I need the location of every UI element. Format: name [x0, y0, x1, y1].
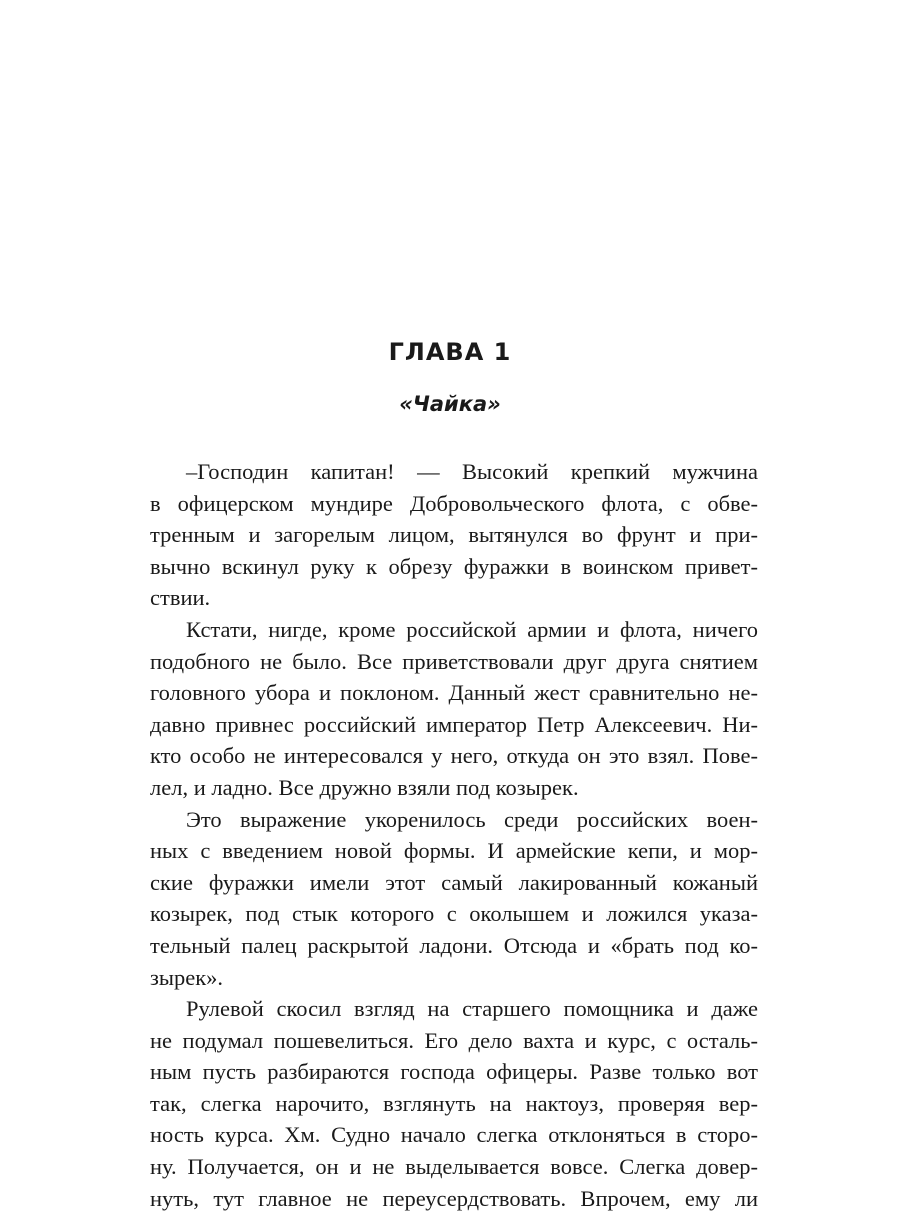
text-line: зырек».: [150, 964, 224, 990]
text-line: головного убора и поклоном. Данный жест сравнительно не-: [150, 680, 758, 706]
paragraph: [150, 993, 758, 1214]
text-line: ские фуражки имели этот самый лакированный кожаный: [150, 869, 758, 895]
text-line: ствии.: [150, 585, 211, 611]
text-line: лел, и ладно. Все дружно взяли под козырек.: [150, 774, 579, 800]
text-line: давно привнес российский император Петр Алексеевич. Ни-: [150, 711, 758, 737]
chapter-title: ГЛАВА 1: [388, 338, 512, 366]
chapter-subtitle: «Чайка»: [399, 392, 501, 416]
text-line: так, слегка нарочито, взглянуть на нактоуз, проверяя вер-: [150, 1090, 758, 1116]
text-line: Это выражение укоренилось среди российских воен-: [186, 806, 758, 832]
text-line: ность курса. Хм. Судно начало слегка отклоняться в сторо-: [150, 1122, 758, 1148]
text-line: козырек, под стык которого с околышем и ложился указа-: [150, 901, 758, 927]
chapter-body: [150, 456, 758, 1214]
text-line: вычно вскинул руку к обрезу фуражки в воинском привет-: [150, 553, 758, 579]
text-line: подобного не было. Все приветствовали друг друга снятием: [150, 648, 758, 674]
text-line: нуть, тут главное не переусердствовать. Впрочем, ему ли: [150, 1185, 758, 1211]
text-line: кто особо не интересовался у него, откуда он это взял. Пове-: [150, 743, 758, 769]
text-line: не подумал пошевелиться. Его дело вахта и курс, с осталь-: [150, 1027, 758, 1053]
text-line: Рулевой скосил взгляд на старшего помощника и даже: [186, 996, 758, 1022]
paragraph: [150, 804, 758, 994]
text-line: тельный палец раскрытой ладони. Отсюда и «брать под ко-: [150, 932, 758, 958]
paragraph: [150, 456, 758, 614]
text-line: ных с введением новой формы. И армейские кепи, и мор-: [150, 838, 758, 864]
text-line: ну. Получается, он и не выделывается вовсе. Слегка довер-: [150, 1154, 758, 1180]
text-line: тренным и загорелым лицом, вытянулся во фрунт и при-: [150, 522, 758, 548]
text-line: ным пусть разбираются господа офицеры. Разве только вот: [150, 1059, 758, 1085]
text-line: –Господин капитан! — Высокий крепкий мужчина: [186, 459, 758, 484]
paragraph: [150, 614, 758, 804]
text-line: Кстати, нигде, кроме российской армии и флота, ничего: [186, 616, 758, 642]
text-line: в офицерском мундире Добровольческого флота, с обве-: [150, 490, 758, 516]
